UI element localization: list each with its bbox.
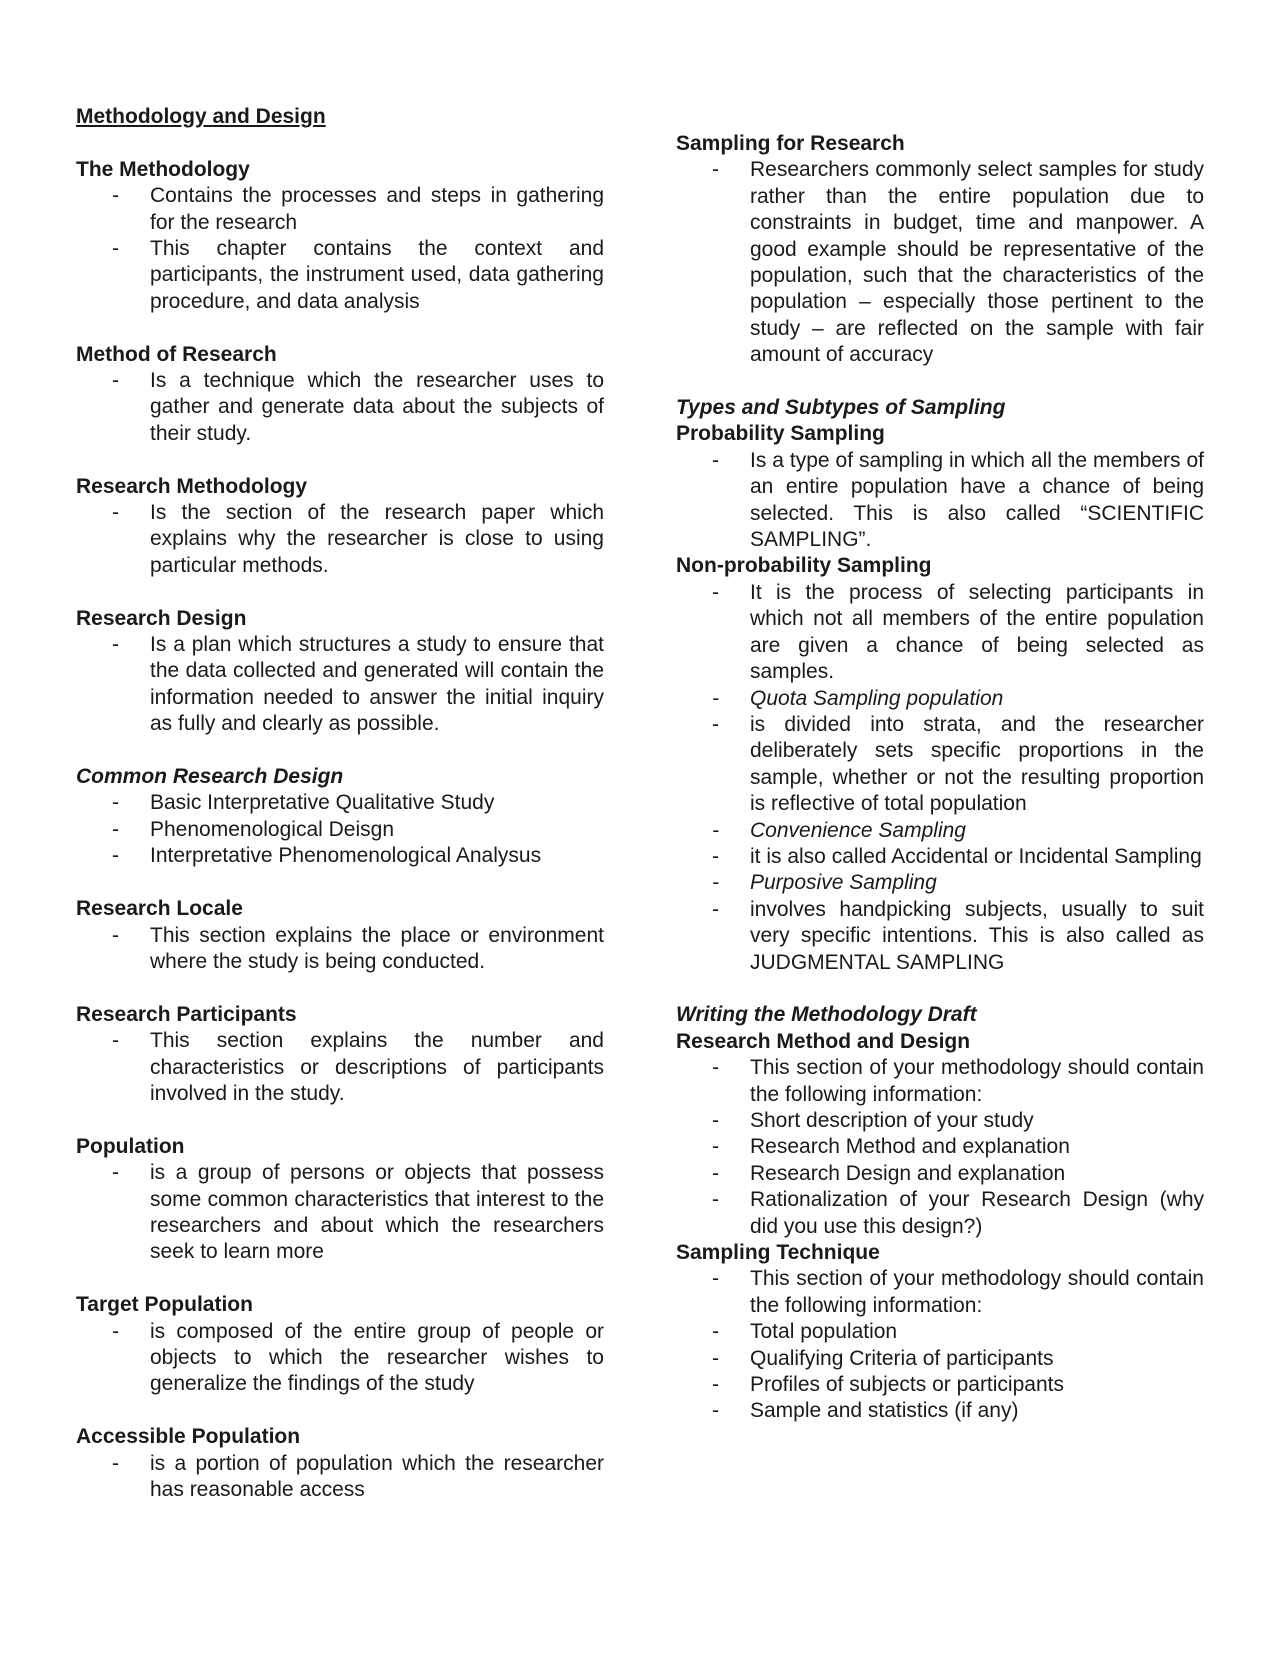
heading-types-of-sampling: Types and Subtypes of Sampling xyxy=(676,396,1006,420)
list-item: - Research Method and explanation xyxy=(602,1134,1204,1160)
list-item: - is a portion of population which the researcher has reasonable access xyxy=(76,1451,604,1504)
quota-sampling-label: - Quota Sampling population xyxy=(676,686,1204,712)
heading-common-research-design: Common Research Design xyxy=(76,765,344,789)
list-item: - This section of your methodology should contain the following information: xyxy=(676,1055,1204,1108)
list-item: - it is also called Accidental or Incidental Sampling xyxy=(602,844,1204,870)
sampling-for-research-list xyxy=(676,157,1204,368)
research-methodology-list xyxy=(76,500,604,579)
heading-research-method-and-design: Research Method and Design xyxy=(676,1029,971,1053)
non-probability-list xyxy=(676,580,1204,712)
convenience-sampling-label: - Convenience Sampling xyxy=(676,818,1204,844)
list-item: - is composed of the entire group of people or objects to which the researcher wishes to generalize the findings of the study xyxy=(76,1319,604,1398)
heading-non-probability-sampling: Non-probability Sampling xyxy=(676,554,932,578)
methodology-list xyxy=(76,183,604,315)
heading-population: Population xyxy=(76,1134,185,1158)
research-design-list xyxy=(76,632,604,738)
method-design-sub xyxy=(602,1108,1204,1240)
purposive-list xyxy=(676,870,1204,896)
heading-research-methodology: Research Methodology xyxy=(76,474,308,498)
list-item: - Total population xyxy=(602,1319,1204,1345)
purposive-sub xyxy=(602,897,1204,976)
probability-list xyxy=(676,448,1204,554)
list-item: - It is the process of selecting participants in which not all members of the entire population are given a chance of being selected as samples. xyxy=(676,580,1204,686)
accessible-population-list xyxy=(76,1451,604,1504)
list-item: - Is a technique which the researcher uses to gather and generate data about the subjects of their study. xyxy=(76,368,604,447)
list-item: - Rationalization of your Research Design (why did you use this design?) xyxy=(602,1187,1204,1240)
method-design-list xyxy=(676,1055,1204,1108)
convenience-sub xyxy=(602,844,1204,870)
list-item: - This section explains the place or environment where the study is being conducted. xyxy=(76,923,604,976)
target-population-list xyxy=(76,1319,604,1398)
list-item: - is divided into strata, and the researcher deliberately sets specific proportions in the sample, whether or not the resulting proportion is reflective of total population xyxy=(602,712,1204,818)
list-item: - is a group of persons or objects that possess some common characteristics that interest to the researchers and about which the researchers seek to learn more xyxy=(76,1160,604,1266)
list-item: - Is a plan which structures a study to ensure that the data collected and generated will contain the information needed to answer the initial inquiry as fully and clearly as possible. xyxy=(76,632,604,738)
left-column xyxy=(76,104,604,1503)
research-locale-list xyxy=(76,923,604,976)
heading-target-population: Target Population xyxy=(76,1293,253,1317)
list-item: - Research Design and explanation xyxy=(602,1161,1204,1187)
sampling-technique-sub xyxy=(602,1319,1204,1425)
list-item: - Sample and statistics (if any) xyxy=(602,1398,1204,1424)
list-item: - Qualifying Criteria of participants xyxy=(602,1346,1204,1372)
heading-writing-methodology-draft: Writing the Methodology Draft xyxy=(676,1003,977,1027)
research-participants-list xyxy=(76,1028,604,1107)
heading-method-of-research: Method of Research xyxy=(76,342,277,366)
quota-sub xyxy=(602,712,1204,818)
list-item: - Basic Interpretative Qualitative Study xyxy=(76,790,604,816)
heading-the-methodology: The Methodology xyxy=(76,157,250,181)
list-item: - This chapter contains the context and participants, the instrument used, data gathering procedure, and data analysis xyxy=(76,236,604,315)
list-item: - This section of your methodology should contain the following information: xyxy=(676,1266,1204,1319)
purposive-sampling-label: - Purposive Sampling xyxy=(676,870,1204,896)
common-design-list xyxy=(76,790,604,869)
list-item: - Interpretative Phenomenological Analysus xyxy=(76,843,604,869)
right-column xyxy=(676,131,1204,1425)
sampling-technique-list xyxy=(676,1266,1204,1319)
population-list xyxy=(76,1160,604,1266)
list-item: - Contains the processes and steps in gathering for the research xyxy=(76,183,604,236)
list-item: - Short description of your study xyxy=(602,1108,1204,1134)
list-item: - Is the section of the research paper which explains why the researcher is close to using particular methods. xyxy=(76,500,604,579)
heading-probability-sampling: Probability Sampling xyxy=(676,422,885,446)
list-item: - Phenomenological Deisgn xyxy=(76,817,604,843)
heading-sampling-for-research: Sampling for Research xyxy=(676,132,905,155)
list-item: - Is a type of sampling in which all the members of an entire population have a chance of being selected. This is also called “SCIENTIFIC SAMPLING”. xyxy=(676,448,1204,554)
heading-research-design: Research Design xyxy=(76,606,247,630)
document-title: Methodology and Design xyxy=(76,105,326,128)
list-item: - This section explains the number and characteristics or descriptions of participants involved in the study. xyxy=(76,1028,604,1107)
list-item: - involves handpicking subjects, usually to suit very specific intentions. This is also called as JUDGMENTAL SAMPLING xyxy=(602,897,1204,976)
heading-research-participants: Research Participants xyxy=(76,1002,297,1026)
heading-accessible-population: Accessible Population xyxy=(76,1425,301,1449)
heading-sampling-technique: Sampling Technique xyxy=(676,1241,880,1265)
method-of-research-list xyxy=(76,368,604,447)
list-item: - Researchers commonly select samples for study rather than the entire population due to constraints in budget, time and manpower. A good example should be representative of the population, such that the characteristics of the population – especially those pertinent to the study – are reflected on the sample with fair amount of accuracy xyxy=(676,157,1204,368)
heading-research-locale: Research Locale xyxy=(76,897,243,921)
list-item: - Profiles of subjects or participants xyxy=(602,1372,1204,1398)
convenience-list xyxy=(676,818,1204,844)
